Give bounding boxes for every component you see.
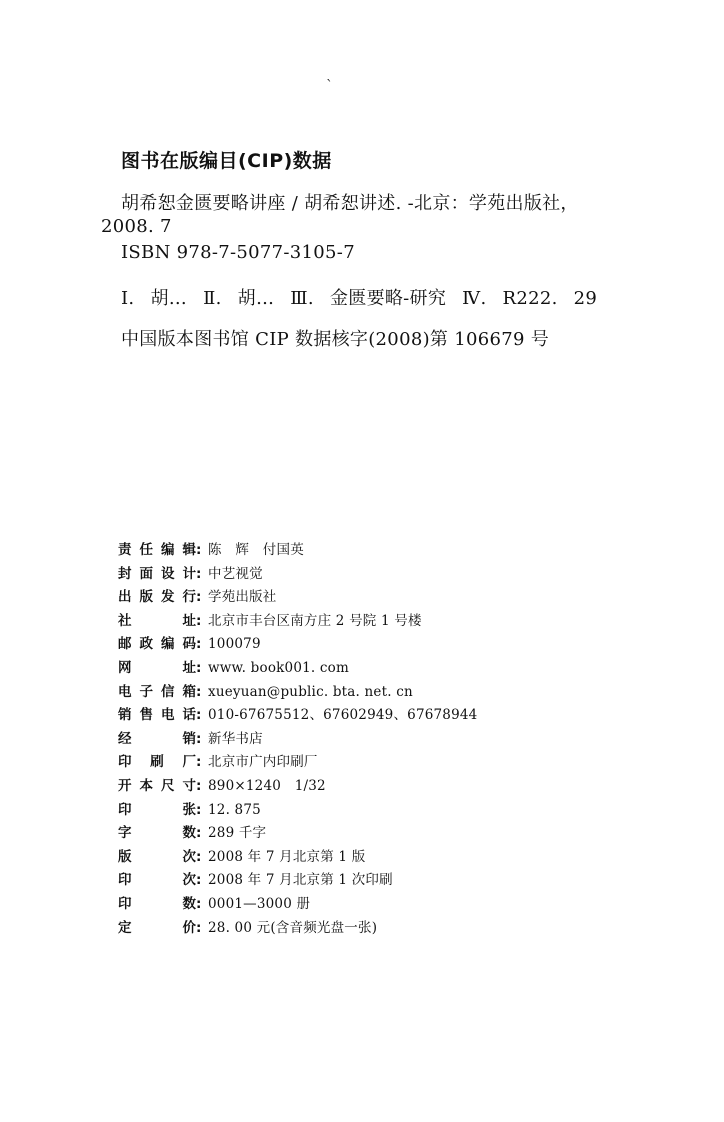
colophon-value: 28. 00 元(含音频光盘一张) [208, 919, 378, 936]
colophon-row-cover-design: 封面设计 : 中艺视觉 [118, 562, 638, 586]
colophon-row-address: 社址 : 北京市丰台区南方庄 2 号院 1 号楼 [118, 609, 638, 633]
colophon-value: 010-67675512、67602949、67678944 [208, 707, 478, 724]
colophon-row-publisher: 出版发行 : 学苑出版社 [118, 585, 638, 609]
colophon-label: 销售电话 [118, 707, 196, 724]
cip-record-number: 中国版本图书馆 CIP 数据核字(2008)第 106679 号 [121, 329, 550, 350]
colophon-label: 字数 [118, 825, 196, 842]
colophon-value: 100079 [208, 636, 261, 653]
colophon-label: 印次 [118, 872, 196, 889]
colophon-value: 2008 年 7 月北京第 1 版 [208, 848, 366, 865]
colophon-row-edition: 版次 : 2008 年 7 月北京第 1 版 [118, 845, 638, 869]
colophon-row-distributor: 经销 : 新华书店 [118, 727, 638, 751]
colophon-label: 开本尺寸 [118, 777, 196, 794]
colophon-label: 定价 [118, 919, 196, 936]
colophon-row-printing: 印次 : 2008 年 7 月北京第 1 次印刷 [118, 868, 638, 892]
colophon-row-postcode: 邮政编码 : 100079 [118, 632, 638, 656]
colophon-row-price: 定价 : 28. 00 元(含音频光盘一张) [118, 916, 638, 940]
colophon-row-sheets: 印张 : 12. 875 [118, 798, 638, 822]
cip-entry-line: 胡希恕金匮要略讲座 / 胡希恕讲述. -北京：学苑出版社， [121, 193, 579, 214]
colophon-row-editor: 责任编辑 : 陈 辉 付国英 [118, 538, 638, 562]
colophon-label: 印数 [118, 895, 196, 912]
colophon-value: 0001—3000 册 [208, 895, 311, 912]
colophon-row-website: 网址 : www. book001. com [118, 656, 638, 680]
colophon-label: 经销 [118, 730, 196, 747]
colophon-label: 印刷厂 [118, 754, 196, 771]
colophon-label: 邮政编码 [118, 636, 196, 653]
colophon-value: 北京市丰台区南方庄 2 号院 1 号楼 [208, 612, 422, 629]
colophon-label: 印张 [118, 801, 196, 818]
colophon-label: 封面设计 [118, 565, 196, 582]
cip-entry-continuation: 2008. 7 [101, 216, 172, 237]
colophon-label: 网址 [118, 659, 196, 676]
colophon [118, 538, 638, 939]
colophon-value: 新华书店 [208, 730, 263, 747]
colophon-label: 责任编辑 [118, 542, 196, 558]
colophon-row-sales-phone: 销售电话 : 010-67675512、67602949、67678944 [118, 703, 638, 727]
colophon-row-format: 开本尺寸 : 890×1240 1/32 [118, 774, 638, 798]
colophon-row-printer: 印刷厂 : 北京市广内印刷厂 [118, 750, 638, 774]
colophon-value: xueyuan@public. bta. net. cn [208, 683, 413, 700]
colophon-value: 中艺视觉 [208, 565, 263, 582]
colophon-row-print-run: 印数 : 0001—3000 册 [118, 892, 638, 916]
colophon-row-email: 电子信箱 : xueyuan@public. bta. net. cn [118, 680, 638, 704]
colophon-value: 2008 年 7 月北京第 1 次印刷 [208, 872, 393, 889]
colophon-value: 890×1240 1/32 [208, 777, 326, 794]
cip-classification: Ⅰ. 胡… Ⅱ. 胡… Ⅲ. 金匮要略-研究 Ⅳ. R222. 29 [121, 288, 598, 309]
cip-heading: 图书在版编目(CIP)数据 [121, 150, 332, 172]
colophon-row-word-count: 字数 : 289 千字 [118, 821, 638, 845]
scan-speck: ` [326, 78, 333, 94]
colophon-label: 电子信箱 [118, 683, 196, 700]
colophon-value: 北京市广内印刷厂 [208, 754, 318, 771]
colophon-value: 289 千字 [208, 825, 267, 842]
cip-isbn: ISBN 978-7-5077-3105-7 [121, 242, 355, 263]
colophon-value: 学苑出版社 [208, 589, 277, 606]
colophon-value: 12. 875 [208, 801, 261, 818]
colophon-value: 陈 辉 付国英 [208, 542, 304, 558]
colophon-label: 出版发行 [118, 589, 196, 606]
colophon-label: 版次 [118, 848, 196, 865]
colophon-label: 社址 [118, 612, 196, 629]
colophon-value: www. book001. com [208, 659, 349, 676]
